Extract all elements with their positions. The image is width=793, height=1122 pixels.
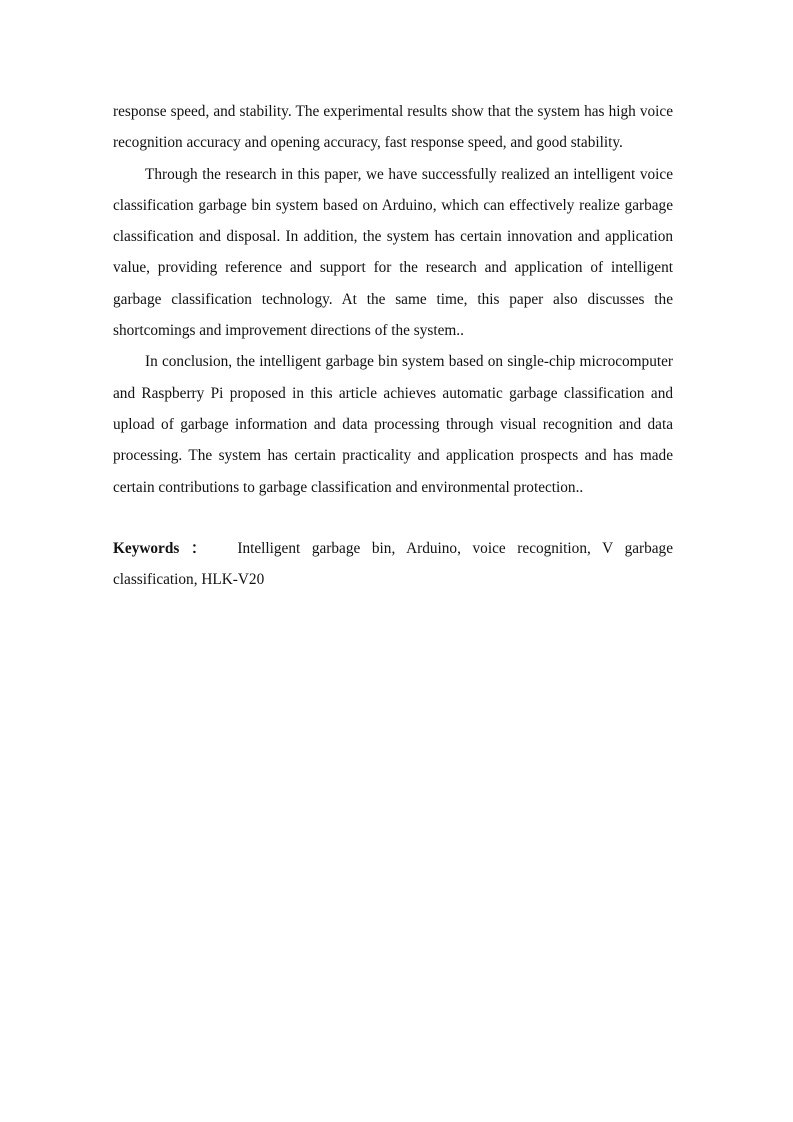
abstract-paragraph-research: Through the research in this paper, we have successfully realized an intelligent voice classification garbage bin system based on Arduino, which can effectively realize garbage classification and disposal. In addition, the system has certain innovation and application value, providing reference and support for the research and application of intelligent garbage classification technology. At the same time, this paper also discusses the shortcomings and improvement directions of the system.. [113, 165, 673, 340]
abstract-paragraph-continued: response speed, and stability. The experimental results show that the system has high voice recognition accuracy and opening accuracy, fast response speed, and good stability. [113, 103, 673, 152]
document-page [113, 96, 673, 595]
keywords-label: Keywords ： [113, 539, 215, 557]
keywords-section [113, 533, 673, 596]
abstract-paragraph-conclusion: In conclusion, the intelligent garbage bin system based on single-chip microcomputer and Raspberry Pi proposed in this article achieves automatic garbage classification and upload of garbage information and data processing through visual recognition and data processing. The system has certain practicality and application prospects and has made certain contributions to garbage classification and environmental protection.. [113, 353, 673, 496]
keywords-text: Intelligent garbage bin, Arduino, voice recognition, V garbage classification, HLK-V20 [113, 539, 673, 589]
